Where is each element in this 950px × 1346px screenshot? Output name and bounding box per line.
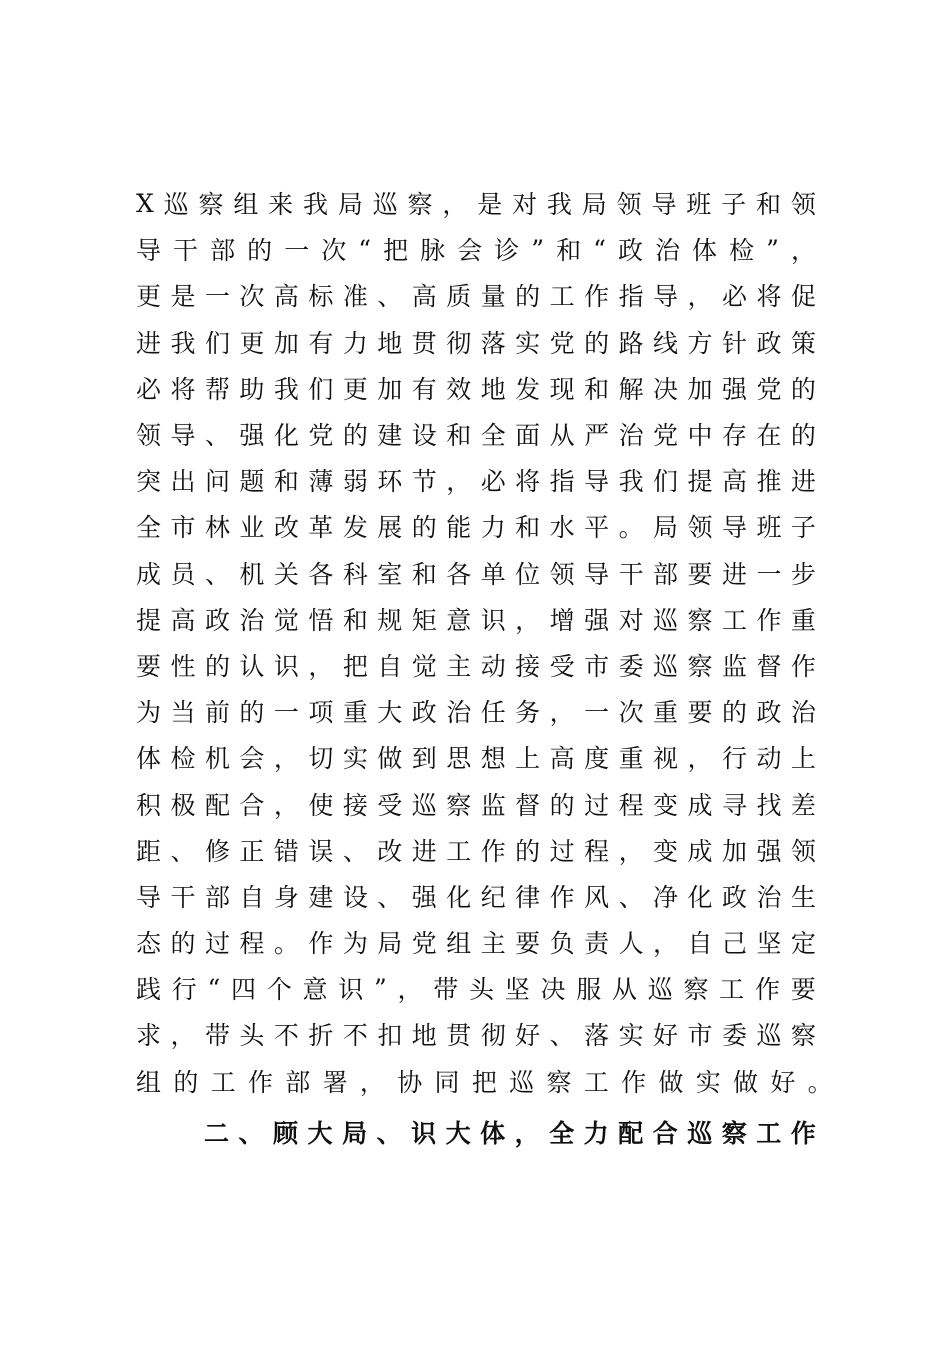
text-line: 成 员 、 机 关 各 科 室 和 各 单 位 领 导 干 部 要 进 一 步 [136,559,816,589]
text-line: 领 导 、 强 化 党 的 建 设 和 全 面 从 严 治 党 中 存 在 的 [136,421,816,451]
text-line: 进 我 们 更 加 有 力 地 贯 彻 落 实 党 的 路 线 方 针 政 策 [136,328,816,358]
text-line: 践 行 “ 四 个 意 识 ” ， 带 头 坚 决 服 从 巡 察 工 作 要 [136,973,816,1005]
text-line: 全 市 林 业 改 革 发 展 的 能 力 和 水 平 。 局 领 导 班 子 [136,513,816,543]
text-line: 突 出 问 题 和 薄 弱 环 节 ， 必 将 指 导 我 们 提 高 推 进 [136,467,816,497]
body-paragraph [136,180,833,1104]
text-line: 求 ， 带 头 不 折 不 扣 地 贯 彻 好 、 落 实 好 市 委 巡 察 [136,1021,816,1051]
text-line: 为 当 前 的 一 项 重 大 政 治 任 务 ， 一 次 重 要 的 政 治 [136,698,816,728]
text-line: 体 检 机 会 ， 切 实 做 到 思 想 上 高 度 重 视 ， 行 动 上 [136,744,816,774]
text-line: 积 极 配 合 ， 使 接 受 巡 察 监 督 的 过 程 变 成 寻 找 差 [136,790,816,820]
text-line: 必 将 帮 助 我 们 更 加 有 效 地 发 现 和 解 决 加 强 党 的 [136,374,816,404]
text-line: 距 、 修 正 错 误 、 改 进 工 作 的 过 程 ， 变 成 加 强 领 [136,836,816,866]
text-line: 组 的 工 作 部 署 ， 协 同 把 巡 察 工 作 做 实 做 好 。 [136,1067,833,1097]
text-line: 导 干 部 自 身 建 设 、 强 化 纪 律 作 风 、 净 化 政 治 生 [136,882,816,912]
text-line: 更 是 一 次 高 标 准 、 高 质 量 的 工 作 指 导 ， 必 将 促 [136,282,816,312]
text-line: X 巡 察 组 来 我 局 巡 察 ， 是 对 我 局 领 导 班 子 和 领 [136,188,816,220]
text-line: 提 高 政 治 觉 悟 和 规 矩 意 识 ， 增 强 对 巡 察 工 作 重 [136,605,816,635]
section-heading: 二 、 顾 大 局 、 识 大 体 ， 全 力 配 合 巡 察 工 作 [204,1119,816,1148]
text-line: 导 干 部 的 一 次 “ 把 脉 会 诊 ” 和 “ 政 治 体 检 ” ， [136,234,816,266]
text-line: 要 性 的 认 识 ， 把 自 觉 主 动 接 受 市 委 巡 察 监 督 作 [136,651,816,681]
text-line: 态 的 过 程 。 作 为 局 党 组 主 要 负 责 人 ， 自 己 坚 定 [136,929,816,959]
